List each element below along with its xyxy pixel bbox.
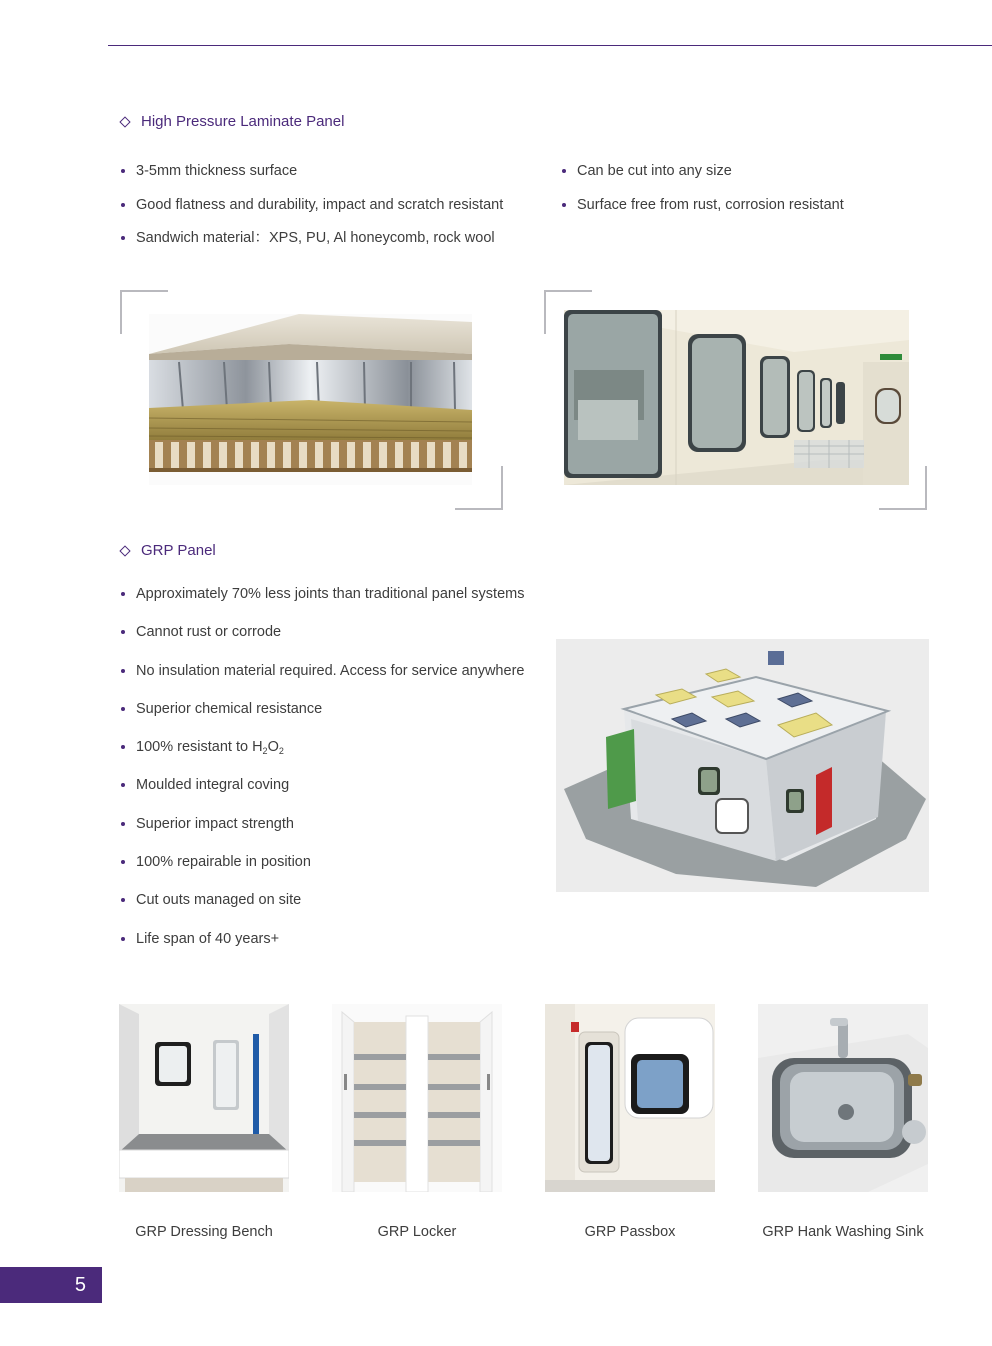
section-title-hpl xyxy=(119,113,344,130)
header-rule xyxy=(108,45,992,46)
h2o2-prefix: 100% resistant to H xyxy=(136,739,263,756)
product-caption: GRP Passbox xyxy=(584,1224,676,1240)
h2o2-mid: O xyxy=(267,739,279,756)
list-item: 100% repairable in position xyxy=(119,852,524,890)
grp-locker-photo xyxy=(332,1004,502,1192)
list-item: Superior impact strength xyxy=(119,814,524,852)
section-title-text: GRP Panel xyxy=(141,542,216,559)
diamond-bullet-icon xyxy=(119,545,130,556)
subscript: 2 xyxy=(262,746,268,757)
list-item: Approximately 70% less joints than traditional panel systems xyxy=(119,584,524,622)
hpl-feature-list-right xyxy=(560,161,844,228)
section-title-text: High Pressure Laminate Panel xyxy=(141,113,345,130)
list-item: Moulded integral coving xyxy=(119,775,524,813)
list-item: Life span of 40 years+ xyxy=(119,929,524,967)
grp-hand-washing-sink-photo xyxy=(758,1004,928,1192)
section-title-grp xyxy=(119,542,216,559)
list-item: Sandwich material：XPS, PU, Al honeycomb, rock wool xyxy=(119,228,503,262)
honeycomb-panel-photo xyxy=(149,314,472,485)
grp-dressing-bench-photo xyxy=(119,1004,289,1192)
product-caption: GRP Dressing Bench xyxy=(135,1224,273,1240)
grp-passbox-photo xyxy=(545,1004,715,1192)
list-item-h2o2 xyxy=(119,737,524,775)
list-item: Surface free from rust, corrosion resistant xyxy=(560,195,844,229)
list-item: Cannot rust or corrode xyxy=(119,622,524,660)
list-item: Cut outs managed on site xyxy=(119,890,524,928)
cleanroom-corridor-photo xyxy=(564,310,909,485)
page-number: 5 xyxy=(0,1267,102,1303)
list-item: Good flatness and durability, impact and scratch resistant xyxy=(119,195,503,229)
hpl-feature-list-left xyxy=(119,161,503,262)
list-item: 3-5mm thickness surface xyxy=(119,161,503,195)
subscript: 2 xyxy=(278,746,284,757)
list-item: No insulation material required. Access for service anywhere xyxy=(119,661,524,699)
diamond-bullet-icon xyxy=(119,116,130,127)
grp-cleanroom-illustration xyxy=(556,639,929,892)
product-caption: GRP Hank Washing Sink xyxy=(762,1224,924,1240)
list-item: Can be cut into any size xyxy=(560,161,844,195)
list-item: Superior chemical resistance xyxy=(119,699,524,737)
grp-feature-list xyxy=(119,584,524,967)
product-caption: GRP Locker xyxy=(377,1224,457,1240)
